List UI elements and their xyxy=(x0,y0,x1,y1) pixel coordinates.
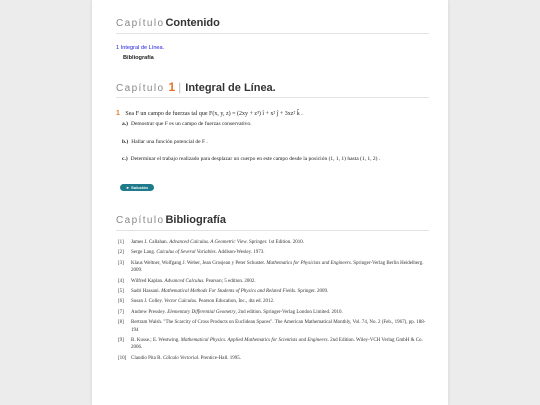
reference-item xyxy=(118,298,426,305)
item-text: Demostrar que F es un campo de fuerzas conservativo. xyxy=(130,121,252,127)
reference-list xyxy=(118,239,426,365)
problem-text: Sea F un campo de fuerzas tal que F(x, y, z) = (2xy + z³) î + x² ĵ + 3xz² k̂ . xyxy=(125,111,303,117)
reference-item xyxy=(118,260,426,275)
chapter-title: Integral de Línea. xyxy=(185,82,276,94)
solution-button[interactable]: ► Solución xyxy=(120,184,154,191)
problem-statement xyxy=(116,109,426,118)
problem-item-a xyxy=(122,120,422,128)
item-label: c.) xyxy=(122,156,128,162)
reference-number: [1] xyxy=(118,240,124,245)
item-text: Hallar una función potencial de F . xyxy=(131,139,208,145)
problem-number: 1 xyxy=(116,110,120,117)
reference-number: [4] xyxy=(118,278,124,284)
reference-text: Andrew Pressley. Elementary Differential Geometry, 2nd edition. Springer-Verlag London Limited. 2010. xyxy=(131,309,343,315)
reference-item xyxy=(118,319,426,334)
reference-item xyxy=(118,278,426,285)
chapter-word: Capítulo xyxy=(116,215,165,226)
heading-rule xyxy=(116,97,429,98)
item-label: b.) xyxy=(122,139,129,145)
document-page xyxy=(92,0,448,405)
chapter-1-heading xyxy=(116,80,276,94)
reference-number: [6] xyxy=(118,299,124,305)
reference-text: Wilfred Kaplan. Advanced Calculus. Pearson; 5 edition. 2002. xyxy=(131,278,256,284)
reference-number: [9] xyxy=(118,338,124,343)
reference-item xyxy=(118,249,426,256)
reference-item xyxy=(118,288,426,295)
reference-text: Susan J. Colley. Vector Calculus. Pearson Education, Inc., 4ta ed. 2012. xyxy=(131,299,275,305)
heading-rule xyxy=(116,33,429,34)
reference-item xyxy=(118,355,426,362)
bibliografia-heading xyxy=(116,214,226,226)
reference-number: [5] xyxy=(118,289,124,294)
reference-item xyxy=(118,309,426,316)
reference-text: B. Kusse.; E. Westwing. Mathematical Physics. Applied Mathematics for Scientists and Engineers. 2nd Edition. Wiley-VCH Verlag GmbH & Co. 2006. xyxy=(131,338,423,351)
reference-text: Sadri Hassani. Mathematical Methods For Students of Physics and Related Fields. Springer. 2009. xyxy=(131,289,329,294)
toc-item-bibliografia[interactable]: Bibliografía xyxy=(123,55,154,61)
reference-text: Claudio Pita R. Cálculo Vectorial. Prentice-Hall. 1995. xyxy=(131,355,241,361)
problem-item-b xyxy=(122,138,422,146)
reference-item xyxy=(118,337,426,352)
reference-number: [3] xyxy=(118,260,124,266)
item-label: a.) xyxy=(122,121,128,127)
contenido-title: Contenido xyxy=(165,17,220,29)
reference-text: Serge Lang. Calculus of Several Variables. Addison-Wesley. 1973. xyxy=(131,250,265,256)
chapter-word: Capítulo xyxy=(116,18,165,29)
chapter-separator: | xyxy=(178,80,182,94)
reference-number: [2] xyxy=(118,250,124,256)
bibliografia-title: Bibliografía xyxy=(165,214,226,226)
reference-number: [7] xyxy=(118,309,124,315)
reference-number: [10] xyxy=(118,355,127,361)
reference-item xyxy=(118,239,426,246)
reference-text: Bertram Walsh. "The Scarcity of Cross Products on Euclidean Spaces". The American Mathematical Monthly, Vol. 74, No. 2 (Feb., 1967), pp. 188-194 xyxy=(131,320,426,333)
reference-number: [8] xyxy=(118,320,124,326)
toc-link-chapter-1[interactable]: 1 Integral de Línea. xyxy=(116,45,165,51)
chapter-number: 1 xyxy=(168,80,176,94)
table-of-contents xyxy=(116,45,164,61)
chapter-word: Capítulo xyxy=(116,83,165,94)
item-text: Determinar el trabajo realizado para desplazar un cuerpo en este campo desde la posición (1, 1, 1) hasta (1, 1, 2) . xyxy=(130,156,381,162)
problem-item-c xyxy=(122,155,414,163)
reference-text: Klaus Weltner, Wolfgang J. Weber, Jean Grosjean y Peter Schuster. Mathematics for Physicists and Engineers. Springer-Verlag Berlin Heidelberg. 2009. xyxy=(131,260,424,274)
heading-rule xyxy=(116,230,429,231)
contenido-heading xyxy=(116,17,220,29)
reference-text: James J. Callahan. Advanced Calculus. A Geometric View. Springer. 1st Edition. 2010. xyxy=(131,240,305,245)
